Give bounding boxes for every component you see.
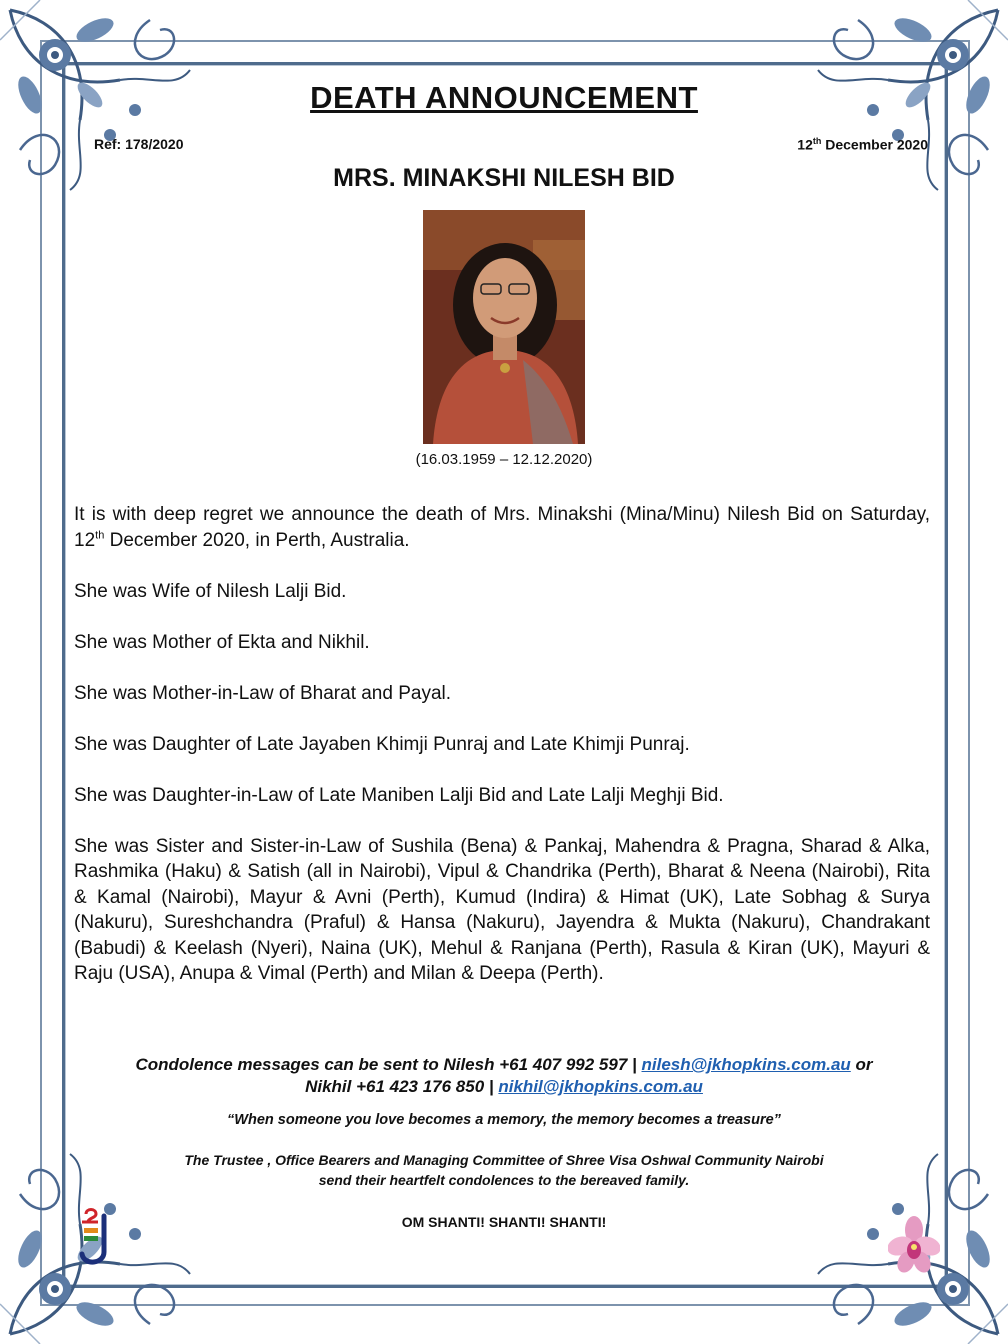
relation-line-wife: She was Wife of Nilesh Lalji Bid. [74, 580, 347, 602]
pink-orchid-icon [888, 1216, 940, 1274]
reference-number: Ref: 178/2020 [94, 136, 184, 152]
email-link-nikhil[interactable]: nikhil@jkhopkins.com.au [498, 1077, 703, 1096]
closing-prayer: OM SHANTI! SHANTI! SHANTI! [401, 1214, 607, 1230]
portrait-photo [423, 210, 585, 444]
intro-paragraph: It is with deep regret we announce the death of Mrs. Minakshi (Mina/Minu) Nilesh Bid on Saturday, 12th December 2020, in Perth, Australia. [74, 504, 930, 551]
page-title: DEATH ANNOUNCEMENT [310, 80, 698, 115]
relation-line-daughter-in-law: She was Daughter-in-Law of Late Maniben Lalji Bid and Late Lalji Meghji Bid. [74, 784, 724, 806]
announcement-date: 12th December 2020 [797, 136, 928, 153]
trustee-condolence: The Trustee , Office Bearers and Managing Committee of Shree Visa Oshwal Community Nairobi send their heartfelt condolences to the bereaved family. [184, 1152, 824, 1188]
relation-line-daughter: She was Daughter of Late Jayaben Khimji Punraj and Late Khimji Punraj. [74, 733, 690, 755]
lifespan-dates: (16.03.1959 – 12.12.2020) [415, 451, 593, 468]
email-link-nilesh[interactable]: nilesh@jkhopkins.com.au [641, 1055, 851, 1074]
jain-community-logo-icon [78, 1208, 118, 1270]
relation-line-siblings: She was Sister and Sister-in-Law of Sushila (Bena) & Pankaj, Mahendra & Pragna, Sharad & Alka, Rashmika (Haku) & Satish (all in Nairobi), Vipul & Chandrika (Perth), Bharat & Neena (Nairobi), Rita & Kamal (Nairobi), Mayur & Avni (Perth), Kumud (Indira) & Himat (UK), Late Sobhag & Surya (Nakuru), Sureshchandra (Praful) & Hansa (Nakuru), Jayendra & Mukta (Nakuru), Chandrakant (Babudi) & Keelash (Nyeri), Naina (UK), Mehul & Ranjana (Perth), Rasula & Kiran (UK), Mayuri & Raju (USA), Anupa & Vimal (Perth) and Milan & Deepa (Perth). [74, 835, 930, 984]
deceased-name: MRS. MINAKSHI NILESH BID [333, 164, 675, 192]
condolence-contacts: Condolence messages can be sent to Nilesh +61 407 992 597 | nilesh@jkhopkins.com.au or Nikhil +61 423 176 850 | nikhil@jkhopkins.com.au [135, 1055, 873, 1096]
memorial-quote: “When someone you love becomes a memory, the memory becomes a treasure” [227, 1112, 781, 1128]
relation-line-mother: She was Mother of Ekta and Nikhil. [74, 631, 370, 653]
relation-line-mother-in-law: She was Mother-in-Law of Bharat and Payal. [74, 682, 452, 704]
announcement-body [74, 502, 930, 1012]
